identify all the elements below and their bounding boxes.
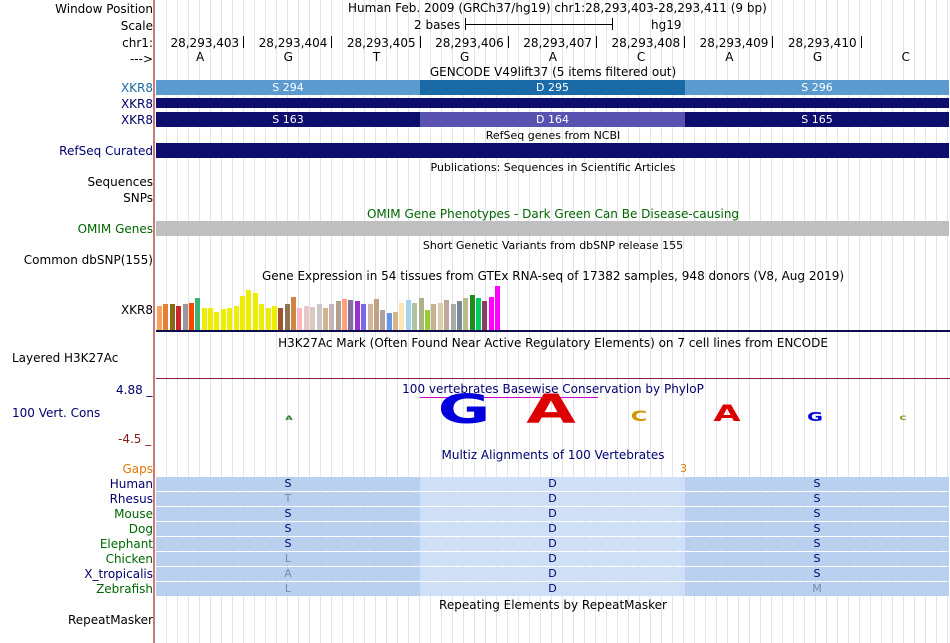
gtex-tissue-bar[interactable]	[380, 310, 385, 330]
aligned-amino-acid[interactable]: S	[156, 507, 420, 521]
gtex-tissue-bar[interactable]	[323, 308, 328, 330]
gtex-tissue-bar[interactable]	[285, 304, 290, 330]
aligned-amino-acid[interactable]: S	[685, 507, 949, 521]
scale-bar-right-tick	[612, 18, 613, 30]
coord-label: 28,293,403	[170, 36, 240, 50]
aligned-amino-acid[interactable]: S	[685, 522, 949, 536]
base-letter: C	[636, 50, 646, 64]
species-label[interactable]: Zebrafish	[96, 582, 153, 596]
chr-label: chr1:	[122, 36, 153, 50]
gap-count: 3	[680, 462, 687, 475]
gtex-tissue-bar[interactable]	[272, 306, 277, 330]
scale-text: 2 bases	[414, 18, 461, 32]
base-letter: G	[283, 50, 293, 64]
gtex-label[interactable]: XKR8	[120, 303, 153, 317]
gtex-tissue-bar[interactable]	[482, 301, 487, 330]
gtex-tissue-bar[interactable]	[355, 301, 360, 330]
gtex-tissue-bar[interactable]	[457, 301, 462, 330]
base-letter: G	[812, 50, 823, 64]
gtex-tissue-bar[interactable]	[266, 308, 271, 330]
coord-label: 28,293,407	[523, 36, 592, 50]
coord-label: 28,293,405	[346, 36, 416, 50]
gtex-tissue-bar[interactable]	[374, 299, 379, 330]
base-letter: A	[725, 50, 734, 64]
gtex-tissue-bar[interactable]	[170, 304, 175, 330]
aligned-amino-acid[interactable]: S	[685, 477, 949, 491]
publications-track-title[interactable]: Publications: Sequences in Scientific Articles	[430, 161, 676, 174]
cons-logo-letter: C	[630, 408, 648, 425]
species-label[interactable]: Human	[109, 477, 153, 491]
cons-logo-letter: G	[807, 410, 823, 424]
aligned-amino-acid[interactable]: D	[420, 582, 685, 596]
gtex-tissue-bar[interactable]	[240, 296, 245, 330]
gtex-tissue-bar[interactable]	[297, 308, 302, 330]
gtex-tissue-bar[interactable]	[310, 307, 315, 330]
assembly-name: hg19	[651, 18, 682, 32]
gtex-tissue-bar[interactable]	[329, 304, 334, 330]
repeatmasker-track-title[interactable]: Repeating Elements by RepeatMasker	[439, 598, 667, 612]
gencode-exon-segment[interactable]: S 165	[685, 112, 949, 127]
gencode-track-title[interactable]: GENCODE V49lift37 (5 items filtered out)	[429, 65, 677, 79]
gtex-tissue-bar[interactable]	[342, 299, 347, 330]
aligned-amino-acid[interactable]: D	[420, 492, 685, 506]
position-title: Human Feb. 2009 (GRCh37/hg19) chr1:28,293,403-28,293,411 (9 bp)	[348, 1, 767, 15]
aligned-amino-acid[interactable]: S	[685, 552, 949, 566]
gtex-tissue-bar[interactable]	[368, 304, 373, 330]
gtex-tissue-bar[interactable]	[387, 313, 392, 330]
gencode-exon-segment[interactable]: S 294	[156, 80, 420, 95]
gencode-row-label[interactable]: XKR8	[120, 97, 153, 111]
gtex-tissue-bar[interactable]	[336, 301, 341, 330]
gtex-tissue-bar[interactable]	[253, 293, 258, 330]
gtex-tissue-bar[interactable]	[470, 295, 475, 330]
coord-label: 28,293,406	[435, 36, 504, 50]
gtex-tissue-bar[interactable]	[406, 300, 411, 330]
refseq-track-title[interactable]: RefSeq genes from NCBI	[485, 129, 621, 142]
omim-bar[interactable]	[156, 221, 949, 236]
gtex-tissue-bar[interactable]	[348, 300, 353, 330]
coord-label: 28,293,410	[787, 36, 857, 50]
gtex-tissue-bar[interactable]	[208, 308, 213, 330]
aligned-amino-acid[interactable]: S	[156, 537, 420, 551]
aligned-amino-acid[interactable]: S	[685, 567, 949, 581]
base-letter: G	[460, 50, 470, 64]
gtex-tissue-bar[interactable]	[412, 303, 417, 330]
gtex-tissue-bar[interactable]	[278, 308, 283, 330]
label-separator	[153, 0, 155, 643]
gencode-row-label[interactable]: XKR8	[120, 113, 153, 127]
gtex-tissue-bar[interactable]	[163, 304, 168, 330]
base-letter: C	[901, 50, 910, 64]
window-position-label: Window Position	[55, 2, 153, 16]
dbsnp-track-title[interactable]: Short Genetic Variants from dbSNP release 155	[422, 239, 684, 252]
gtex-tissue-bar[interactable]	[234, 306, 239, 330]
cons-ymax: 4.88 _	[116, 383, 153, 397]
species-label[interactable]: X_tropicalis	[84, 567, 153, 581]
aligned-amino-acid[interactable]: S	[156, 522, 420, 536]
aligned-amino-acid[interactable]: S	[156, 477, 420, 491]
gtex-tissue-bar[interactable]	[176, 306, 181, 330]
gtex-tissue-bar[interactable]	[444, 300, 449, 330]
gtex-tissue-bar[interactable]	[419, 298, 424, 330]
gtex-tissue-bar[interactable]	[202, 308, 207, 330]
gtex-tissue-bar[interactable]	[463, 298, 468, 330]
aligned-amino-acid[interactable]: M	[685, 582, 949, 596]
scale-bar	[465, 24, 612, 25]
aligned-amino-acid[interactable]: A	[156, 567, 420, 581]
cons-label[interactable]: 100 Vert. Cons	[12, 406, 101, 420]
gtex-tissue-bar[interactable]	[489, 297, 494, 330]
publications-sequences-label[interactable]: Sequences	[87, 175, 153, 189]
gencode-row-label[interactable]: XKR8	[120, 81, 153, 95]
aligned-amino-acid[interactable]: D	[420, 537, 685, 551]
gtex-tissue-bar[interactable]	[304, 306, 309, 330]
cons-track-title[interactable]: 100 vertebrates Basewise Conservation by PhyloP	[402, 382, 704, 396]
h3k27ac-label[interactable]: Layered H3K27Ac	[12, 351, 119, 365]
cons-logo-letter: C	[899, 414, 907, 422]
aligned-amino-acid[interactable]: L	[156, 582, 420, 596]
gtex-tissue-bar[interactable]	[438, 303, 443, 330]
species-label[interactable]: Chicken	[105, 552, 153, 566]
gtex-tissue-bar[interactable]	[451, 304, 456, 330]
gtex-tissue-bar[interactable]	[189, 303, 194, 330]
species-label[interactable]: Rhesus	[109, 492, 153, 506]
cons-logo-letter: G	[437, 387, 491, 433]
gtex-tissue-bar[interactable]	[476, 298, 481, 330]
cons-ymin: -4.5 _	[118, 432, 152, 446]
cons-logo-letter: A	[526, 387, 576, 433]
cons-logo-letter: A	[285, 414, 293, 422]
aligned-amino-acid[interactable]: T	[156, 492, 420, 506]
gencode-exon-segment[interactable]: D 295	[420, 80, 685, 95]
aligned-amino-acid[interactable]: D	[420, 522, 685, 536]
coord-label: 28,293,409	[699, 36, 769, 50]
strand-label: --->	[129, 52, 153, 66]
aligned-amino-acid[interactable]: D	[420, 507, 685, 521]
gaps-label[interactable]: Gaps	[122, 462, 153, 476]
gtex-tissue-bar[interactable]	[214, 312, 219, 330]
gtex-tissue-bar[interactable]	[431, 304, 436, 330]
omim-track-title[interactable]: OMIM Gene Phenotypes - Dark Green Can Be Disease-causing	[366, 207, 740, 221]
gtex-tissue-bar[interactable]	[317, 304, 322, 330]
gtex-track-bottom-line	[156, 330, 950, 332]
base-letter: T	[372, 50, 381, 64]
cons-logo-letter: A	[713, 401, 741, 427]
coord-tick	[861, 36, 862, 48]
gtex-tissue-bar[interactable]	[183, 304, 188, 330]
species-label[interactable]: Dog	[128, 522, 153, 536]
aligned-amino-acid[interactable]: D	[420, 552, 685, 566]
gtex-track-title[interactable]: Gene Expression in 54 tissues from GTEx RNA-seq of 17382 samples, 948 donors (V8, Aug 2019)	[261, 269, 845, 283]
publications-snps-label[interactable]: SNPs	[123, 191, 153, 205]
gtex-tissue-bar[interactable]	[393, 312, 398, 330]
refseq-label[interactable]: RefSeq Curated	[59, 144, 153, 158]
gtex-tissue-bar[interactable]	[399, 303, 404, 330]
coord-label: 28,293,404	[258, 36, 328, 50]
aligned-amino-acid[interactable]: D	[420, 567, 685, 581]
gtex-tissue-bar[interactable]	[195, 298, 200, 330]
gtex-tissue-bar[interactable]	[246, 290, 251, 330]
gtex-tissue-bar[interactable]	[291, 297, 296, 330]
aligned-amino-acid[interactable]: D	[420, 477, 685, 491]
base-letter: A	[548, 50, 557, 64]
base-letter: A	[195, 50, 205, 64]
dbsnp-label[interactable]: Common dbSNP(155)	[23, 253, 153, 267]
coord-label: 28,293,408	[611, 36, 681, 50]
scale-bar-left-tick	[465, 18, 466, 30]
gencode-exon-segment[interactable]: D 164	[420, 112, 685, 127]
gtex-tissue-bar[interactable]	[227, 308, 232, 330]
h3k27ac-track-title[interactable]: H3K27Ac Mark (Often Found Near Active Regulatory Elements) on 7 cell lines from ENCODE	[278, 336, 828, 350]
aligned-amino-acid[interactable]: S	[685, 492, 949, 506]
gencode-exon-segment[interactable]: S 296	[685, 80, 949, 95]
gtex-tissue-bar[interactable]	[495, 286, 500, 330]
aligned-amino-acid[interactable]: S	[685, 537, 949, 551]
gencode-intron-bar[interactable]	[156, 98, 949, 108]
aligned-amino-acid[interactable]: L	[156, 552, 420, 566]
species-label[interactable]: Mouse	[114, 507, 153, 521]
gtex-tissue-bar[interactable]	[425, 310, 430, 330]
gtex-tissue-bar[interactable]	[259, 304, 264, 330]
gtex-tissue-bar[interactable]	[361, 304, 366, 330]
gencode-exon-segment[interactable]: S 163	[156, 112, 420, 127]
multiz-track-title[interactable]: Multiz Alignments of 100 Vertebrates	[441, 448, 665, 462]
gtex-tissue-bar[interactable]	[157, 306, 162, 330]
scale-label: Scale	[120, 19, 153, 33]
gtex-tissue-bar[interactable]	[221, 309, 226, 330]
repeatmasker-label[interactable]: RepeatMasker	[67, 613, 153, 627]
refseq-gene-bar[interactable]	[156, 143, 949, 158]
species-label[interactable]: Elephant	[99, 537, 153, 551]
omim-label[interactable]: OMIM Genes	[77, 222, 153, 236]
h3k27ac-baseline	[156, 378, 950, 379]
